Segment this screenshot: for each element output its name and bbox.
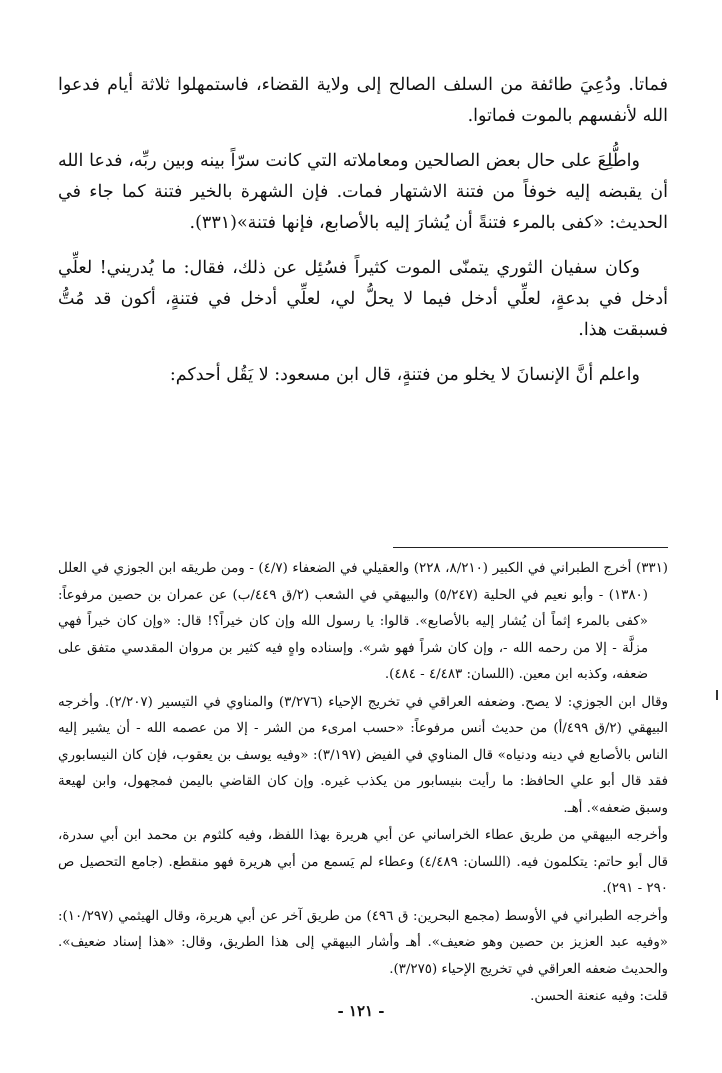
- main-text: [58, 70, 668, 391]
- scan-edge-mark: [716, 690, 718, 700]
- paragraph-2: واطُّلِعَ على حال بعض الصالحين ومعاملاته التي كانت سرّاً بينه وبين ربِّه، فدعا الله أن يقبضه إليه خوفاً من فتنة الاشتهار فمات. فإن الشهرة بالخير فتنة كما جاء في الحديث: «كفى بالمرء فتنةً أن يُشارَ إليه بالأصابع، فإنها فتنة»(٣٣١).: [58, 151, 668, 233]
- page-body: [58, 70, 669, 1004]
- footnote-paragraph: وقال ابن الجوزي: لا يصح. وضعفه العراقي في تخريج الإحياء (٣/٢٧٦) والمناوي في التيسير (٢/٢٠٧). وأخرجه البيهقي (٢/ق ٤٩٩/أ) من حديث أنس مرفوعاً: «حسب امرىء من الشر - إلا من عصمه الله - أن يشير إليه الناس بالأصابع في دينه ودنياه» قال المناوي في الفيض (٣/١٩٧): «وفيه يوسف بن يعقوب، فإن كان النيسابوري فقد قال أبو علي الحافظ: ما رأيت بنيسابور من يكذب غيره. وإن كان القاضي باليمن فمجهول، وابن لهيعة وسبق ضعفه». أهـ.: [58, 694, 669, 816]
- footnote-divider: [393, 547, 668, 548]
- page-number: - ١٢١ -: [337, 1002, 385, 1020]
- footnote-331: (٣٣١) أخرج الطبراني في الكبير (٨/٢١٠، ٢٢٨) والعقيلي في الضعفاء (٤/٧) - ومن طريقه ابن الجوزي في العلل (١٣٨٠) - وأبو نعيم في الحلية (٥/٢٤٧) والبيهقي في الشعب (٢/ق ٤٤٩/ب) عن عمران بن حصين مرفوعاً: «كفى بالمرء إثماً أن يُشار إليه بالأصابع». قالوا: يا رسول الله وإن كان خيراً؟! قال: «وإن كان خيراً فهي مزلَّة - إلا من رحمه الله -، وإن كان شراً فهو شر». وإسناده واهٍ فيه كثير بن مروان المقدسي متفق على ضعفه، وكذبه ابن معين. (اللسان: ٤/٤٨٣ - ٤٨٤).: [58, 561, 668, 682]
- footnote-paragraph: وأخرجه الطبراني في الأوسط (مجمع البحرين: ق ٤٩٦) من طريق آخر عن أبي هريرة، وقال الهيثمي (١٠/٢٩٧): «وفيه عبد العزيز بن حصين وهو ضعيف». أهـ وأشار البيهقي إلى هذا الطريق، وقال: «هذا إسناد ضعيف». والحديث ضعفه العراقي في تخريج الإحياء (٣/٢٧٥).: [58, 908, 668, 977]
- paragraph-3: وكان سفيان الثوري يتمنّى الموت كثيراً فسُئِل عن ذلك، فقال: ما يُدريني! لعلِّي أدخل في بدعةٍ، لعلِّي أدخل فيما لا يحلُّ لي، لعلِّي أدخل في فتنةٍ، أكون قد مُتُّ فسبقت هذا.: [58, 258, 668, 340]
- paragraph-1: فماتا. ودُعِيَ طائفة من السلف الصالح إلى ولاية القضاء، فاستمهلوا ثلاثة أيام فدعوا الله لأنفسهم بالموت فماتوا.: [58, 75, 668, 126]
- footnote-paragraph: وأخرجه البيهقي من طريق عطاء الخراساني عن أبي هريرة بهذا اللفظ، وفيه كلثوم بن محمد ابن أبي سدرة، قال أبو حاتم: يتكلمون فيه. (اللسان: ٤/٤٨٩) وعطاء لم يَسمع من أبي هريرة فهو منقطع. (جامع التحصيل ص ٢٩٠ - ٢٩١).: [58, 828, 668, 896]
- footnote-paragraph: قلت: وفيه عنعنة الحسن.: [530, 989, 668, 1004]
- footnotes: [58, 556, 668, 1012]
- paragraph-4: واعلم أنَّ الإنسانَ لا يخلو من فتنةٍ، قال ابن مسعود: لا يَقُل أحدكم:: [169, 365, 640, 385]
